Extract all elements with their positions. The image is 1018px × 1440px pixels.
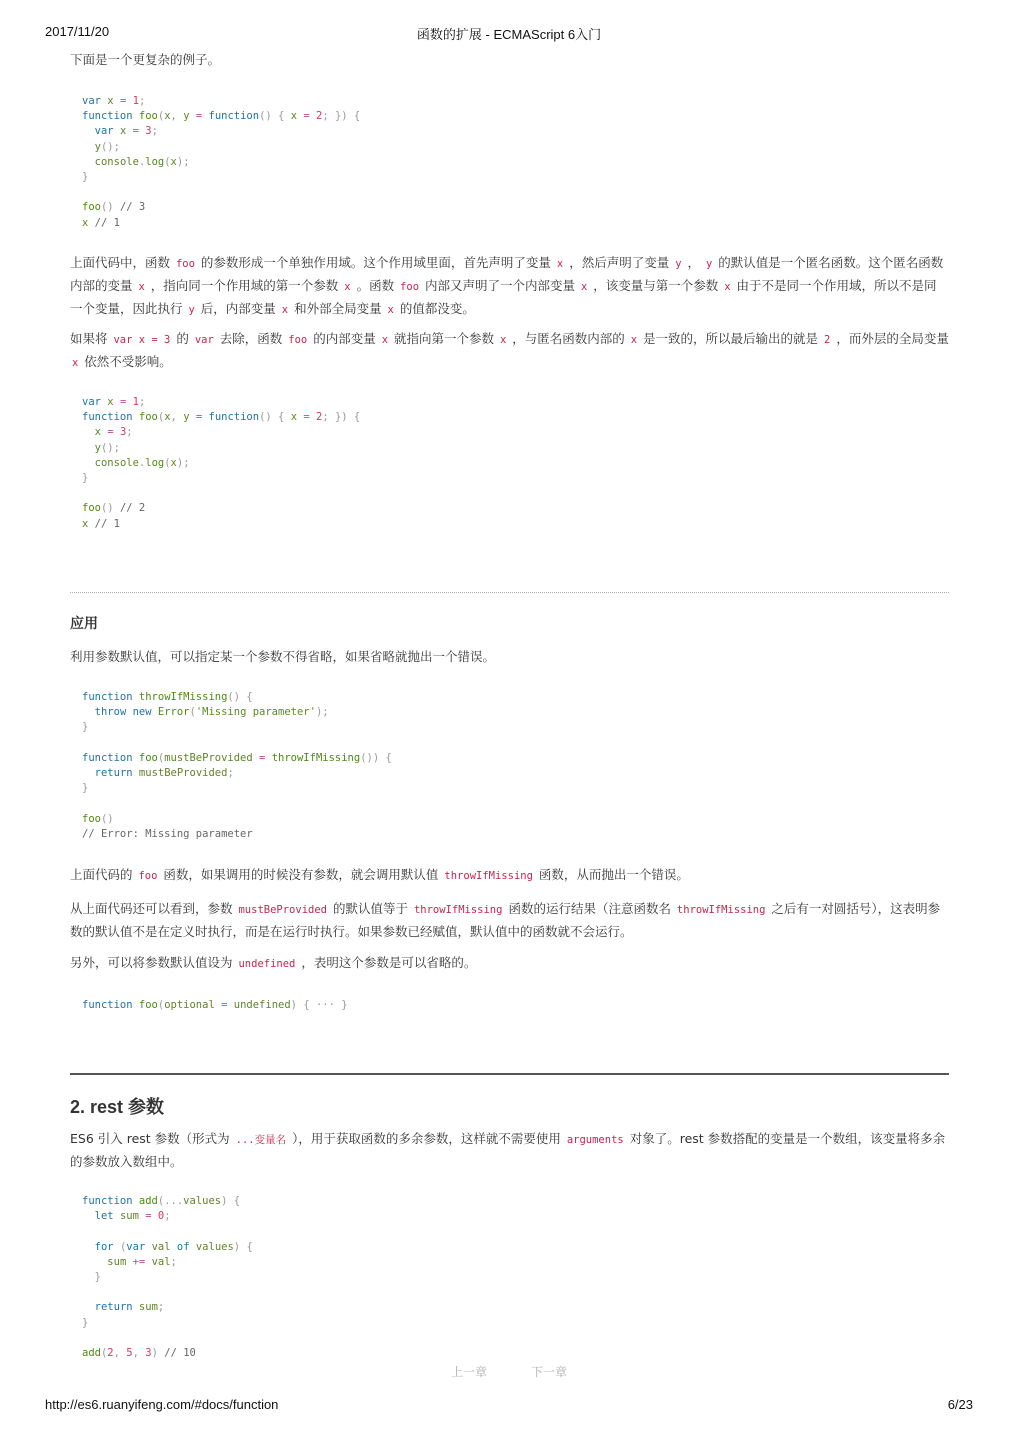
code-line: } [82,721,89,734]
code-block-throw-if-missing [82,690,392,842]
code-line: let sum = 0; [94,1210,171,1223]
print-header [45,24,973,42]
code-line: y(); [94,140,120,153]
prev-chapter-link[interactable]: 上一章 [451,1365,488,1379]
code-line: throw new Error('Missing parameter'); [94,706,329,719]
paragraph-runtime-evaluation: 从上面代码还可以看到，参数 mustBeProvided 的默认值等于 throwIfMissing 函数的运行结果（注意函数名 throwIfMissing 之后有一对圆括号），这表明参数的默认值不是在定义时执行，而是在运行时执行。如果参数已经赋值，默认值中的函数就不会运行。 [70,901,941,939]
code-block-optional-param [82,998,348,1013]
paragraph-scope-explanation: 上面代码中，函数 foo 的参数形成一个单独作用域。这个作用域里面，首先声明了变量 x ，然后声明了变量 y ， y 的默认值是一个匿名函数。这个匿名函数内部的变量 x ，指向同一个作用域的第一个参数 x 。函数 foo 内部又声明了一个内部变量 x ，该变量与第一个参数 x 由于不是同一个作用域，所以不是同一个变量，因此执行 y 后，内部变量 x 和外部全局变量 x 的值都没变。 [70,255,944,316]
code-line: var x = 1; [82,95,146,107]
code-line: function add(...values) { [82,1195,241,1207]
code-block-complex-example [82,94,360,231]
code-line: var x = 3; [94,125,158,138]
paragraph-foo-throws: 上面代码的 foo 函数，如果调用的时候没有参数，就会调用默认值 throwIfMissing 函数，从而抛出一个错误。 [70,867,689,882]
code-line: foo() // 2 [82,502,146,515]
code-line: } [82,472,89,485]
next-chapter-link[interactable]: 下一章 [531,1365,568,1379]
paragraph-intro: 下面是一个更复杂的例子。 [70,52,221,67]
code-line: foo() [82,812,114,825]
section-heading-application: 应用 [70,616,98,632]
code-line: } [82,1271,101,1284]
code-line: } [82,171,89,184]
code-line: return sum; [94,1301,165,1314]
paragraph-rest-intro: ES6 引入 rest 参数（形式为 ...变量名 ），用于获取函数的多余参数，这样就不需要使用 arguments 对象了。rest 参数搭配的变量是一个数组，该变量将多余的参数放入数组中。 [70,1131,946,1169]
code-line: for (var val of values) { [94,1240,253,1253]
code-line: function foo(optional = undefined) { ··· } [82,999,348,1011]
code-block-no-var-example [82,395,360,532]
code-line: sum += val; [107,1255,177,1268]
code-line: foo() // 3 [82,201,146,214]
print-title: 函数的扩展 - ECMAScript 6入门 [416,27,602,42]
section-heading-rest-parameters: 2. rest 参数 [70,1097,165,1117]
code-line: x = 3; [94,426,133,439]
code-block-rest-add [82,1194,253,1361]
print-url: http://es6.ruanyifeng.com/#docs/function [45,1397,279,1412]
paragraph-undefined-default: 另外，可以将参数默认值设为 undefined ，表明这个参数是可以省略的。 [70,955,477,970]
code-line: y(); [94,441,120,454]
print-date: 2017/11/20 [45,24,110,39]
code-line: x // 1 [82,517,120,530]
code-line: // Error: Missing parameter [82,827,253,840]
section-divider-dotted [70,592,949,593]
code-line: function foo(x, y = function() { x = 2; }) { [82,411,361,424]
code-line: } [82,782,89,795]
code-line: return mustBeProvided; [94,767,234,780]
paragraph-application-intro: 利用参数默认值，可以指定某一个参数不得省略，如果省略就抛出一个错误。 [70,649,496,664]
paragraph-remove-var: 如果将 var x = 3 的 var 去除，函数 foo 的内部变量 x 就指向第一个参数 x ，与匿名函数内部的 x 是一致的，所以最后输出的就是 2 ，而外层的全局变量 x 依然不受影响。 [70,331,949,369]
code-line: x // 1 [82,216,120,229]
print-footer [45,1397,973,1415]
code-line: var x = 1; [82,396,146,408]
print-page-number: 6/23 [947,1397,973,1412]
code-line: function foo(x, y = function() { x = 2; }) { [82,110,361,123]
code-line: console.log(x); [94,456,190,469]
code-line: console.log(x); [94,155,190,168]
section-divider-solid [70,1073,949,1075]
code-line: function foo(mustBeProvided = throwIfMissing()) { [82,751,392,764]
code-line: add(2, 5, 3) // 10 [82,1347,196,1360]
code-line: } [82,1316,89,1329]
code-line: function throwIfMissing() { [82,691,253,703]
